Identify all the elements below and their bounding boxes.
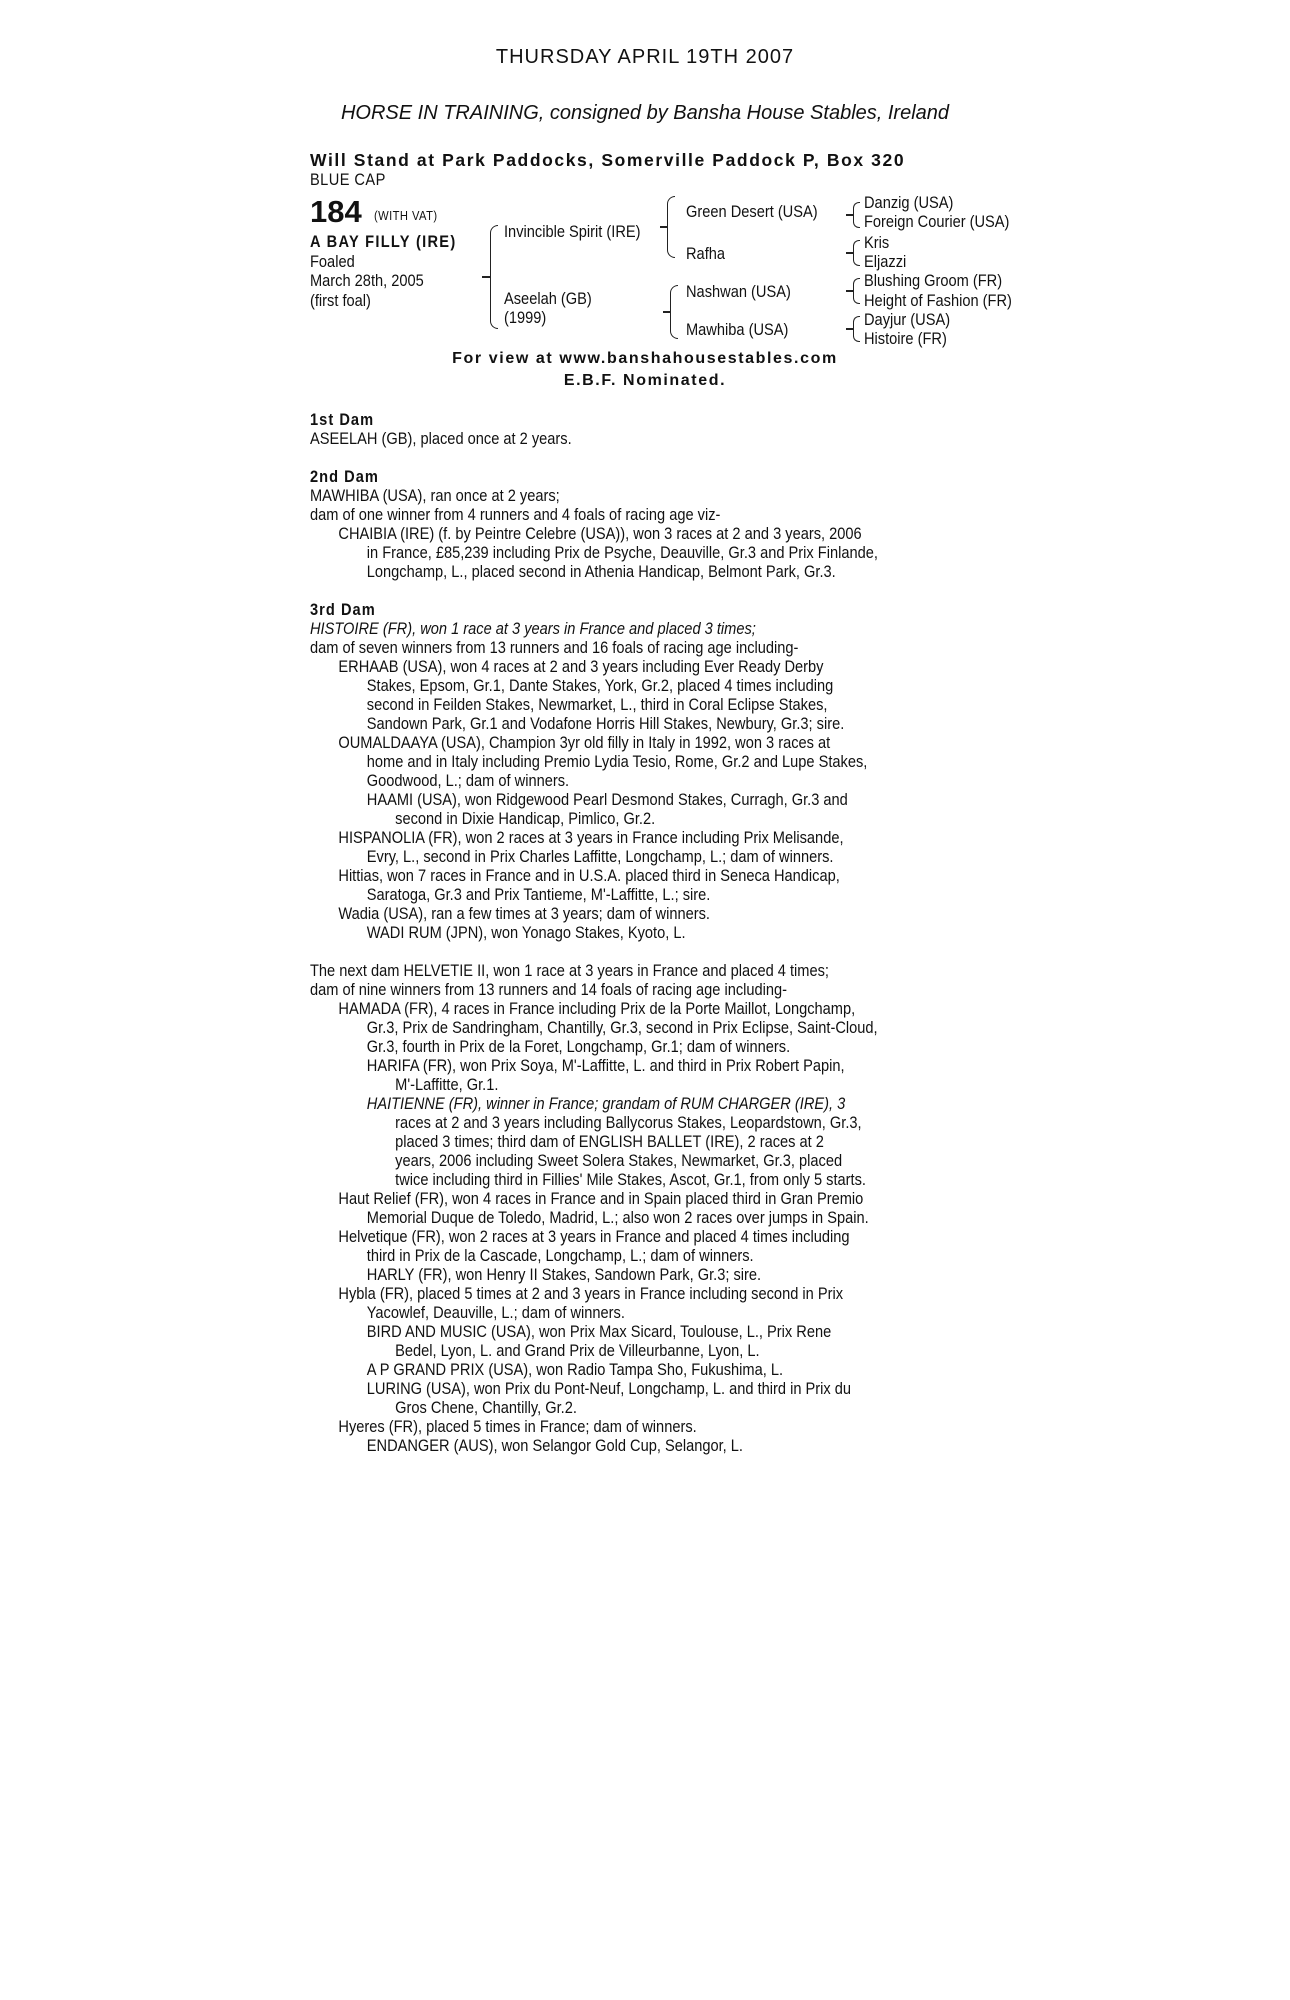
ggp-4: Eljazzi xyxy=(864,252,907,271)
produce-line: Wadia (USA), ran a few times at 3 years; dam of winners. xyxy=(338,904,710,923)
sale-date: THURSDAY APRIL 19TH 2007 xyxy=(495,46,795,68)
produce-line: races at 2 and 3 years including Ballycorus Stakes, Leopardstown, Gr.3, xyxy=(395,1113,862,1132)
second-dam-heading: 2nd Dam xyxy=(310,467,379,486)
third-dam-section xyxy=(310,600,1070,942)
stabling-location: Will Stand at Park Paddocks, Somerville Paddock P, Box 320 xyxy=(310,150,906,170)
pedigree-bracket-tick xyxy=(482,276,490,278)
produce-line: second in Feilden Stakes, Newmarket, L., third in Coral Eclipse Stakes, xyxy=(366,695,828,714)
ebf-nomination: E.B.F. Nominated. xyxy=(563,372,727,389)
produce-line: HAAMI (USA), won Ridgewood Pearl Desmond Stakes, Curragh, Gr.3 and xyxy=(366,790,848,809)
dam-dam: Mawhiba (USA) xyxy=(686,320,789,339)
produce-line: twice including third in Fillies' Mile Stakes, Ascot, Gr.1, from only 5 starts. xyxy=(395,1170,866,1189)
pedigree-bracket-tick xyxy=(846,290,853,292)
produce-line: Gros Chene, Chantilly, Gr.2. xyxy=(395,1398,577,1417)
first-dam-text: ASEELAH (GB), placed once at 2 years. xyxy=(310,429,572,448)
produce-line: Bedel, Lyon, L. and Grand Prix de Villeurbanne, Lyon, L. xyxy=(395,1341,760,1360)
produce-line: Memorial Duque de Toledo, Madrid, L.; also won 2 races over jumps in Spain. xyxy=(366,1208,869,1227)
produce-line: Gr.3, Prix de Sandringham, Chantilly, Gr.3, second in Prix Eclipse, Saint-Cloud, xyxy=(366,1018,878,1037)
produce-line: WADI RUM (JPN), won Yonago Stakes, Kyoto, L. xyxy=(366,923,686,942)
pedigree-bracket-gs4 xyxy=(853,316,860,342)
produce-summary: dam of nine winners from 13 runners and 14 foals of racing age including- xyxy=(310,980,788,999)
sire-sire: Green Desert (USA) xyxy=(686,202,818,221)
pedigree-bracket-dam xyxy=(670,285,678,339)
pedigree-bracket-gs2 xyxy=(853,240,860,266)
ggp-7: Dayjur (USA) xyxy=(864,310,951,329)
next-dam-section xyxy=(310,961,1070,1455)
produce-line: ENDANGER (AUS), won Selangor Gold Cup, Selangor, L. xyxy=(366,1436,743,1455)
pedigree-bracket-tick xyxy=(846,328,853,330)
produce-line: Saratoga, Gr.3 and Prix Tantieme, M'-Laffitte, L.; sire. xyxy=(366,885,711,904)
pedigree-bracket-tick xyxy=(663,311,670,313)
cap-colour: BLUE CAP xyxy=(310,170,386,189)
produce-line: Haut Relief (FR), won 4 races in France and in Spain placed third in Gran Premio xyxy=(338,1189,864,1208)
sire-dam: Rafha xyxy=(686,244,726,263)
produce-line: Stakes, Epsom, Gr.1, Dante Stakes, York, Gr.2, placed 4 times including xyxy=(366,676,834,695)
produce-line: Evry, L., second in Prix Charles Laffitte, Longchamp, L.; dam of winners. xyxy=(366,847,834,866)
produce-line: A P GRAND PRIX (USA), won Radio Tampa Sho, Fukushima, L. xyxy=(366,1360,784,1379)
dam-line: The next dam HELVETIE II, won 1 race at 3 years in France and placed 4 times; xyxy=(310,961,829,980)
ggp-3: Kris xyxy=(864,233,890,252)
foaled-label: Foaled xyxy=(310,252,355,271)
produce-line: second in Dixie Handicap, Pimlico, Gr.2. xyxy=(395,809,656,828)
consignment-line: HORSE IN TRAINING, consigned by Bansha House Stables, Ireland xyxy=(340,102,950,124)
produce-summary: dam of seven winners from 13 runners and 16 foals of racing age including- xyxy=(310,638,799,657)
pedigree-bracket-gs3 xyxy=(853,278,860,304)
produce-line: home and in Italy including Premio Lydia Tesio, Rome, Gr.2 and Lupe Stakes, xyxy=(366,752,868,771)
foaled-date: March 28th, 2005 xyxy=(310,271,424,290)
dam-line: HISTOIRE (FR), won 1 race at 3 years in France and placed 3 times; xyxy=(310,619,756,638)
ggp-6: Height of Fashion (FR) xyxy=(864,291,1012,310)
pedigree-bracket-tick xyxy=(846,214,853,216)
view-website: For view at www.banshahousestables.com xyxy=(452,350,838,367)
produce-line: years, 2006 including Sweet Solera Stakes, Newmarket, Gr.3, placed xyxy=(395,1151,843,1170)
dam-name: Aseelah (GB) xyxy=(504,289,592,308)
produce-line: placed 3 times; third dam of ENGLISH BALLET (IRE), 2 races at 2 xyxy=(395,1132,824,1151)
foal-note: (first foal) xyxy=(310,291,371,310)
horse-description: A BAY FILLY (IRE) xyxy=(310,232,457,251)
produce-line: HARIFA (FR), won Prix Soya, M'-Laffitte, L. and third in Prix Robert Papin, xyxy=(366,1056,845,1075)
produce-line: BIRD AND MUSIC (USA), won Prix Max Sicard, Toulouse, L., Prix Rene xyxy=(366,1322,832,1341)
pedigree-bracket-foal xyxy=(490,225,498,329)
produce-line: ERHAAB (USA), won 4 races at 2 and 3 years including Ever Ready Derby xyxy=(338,657,824,676)
pedigree-bracket-gs1 xyxy=(853,202,860,228)
produce-line: Helvetique (FR), won 2 races at 3 years in France and placed 4 times including xyxy=(338,1227,850,1246)
produce-line: HAMADA (FR), 4 races in France including Prix de la Porte Maillot, Longchamp, xyxy=(338,999,856,1018)
pedigree-bracket-tick xyxy=(660,226,667,228)
produce-line: Hybla (FR), placed 5 times at 2 and 3 years in France including second in Prix xyxy=(338,1284,844,1303)
produce-line: third in Prix de la Cascade, Longchamp, L.; dam of winners. xyxy=(366,1246,754,1265)
dam-line: MAWHIBA (USA), ran once at 2 years; xyxy=(310,486,560,505)
dam-sire: Nashwan (USA) xyxy=(686,282,791,301)
produce-line: Sandown Park, Gr.1 and Vodafone Horris Hill Stakes, Newbury, Gr.3; sire. xyxy=(366,714,845,733)
ggp-1: Danzig (USA) xyxy=(864,193,954,212)
ggp-5: Blushing Groom (FR) xyxy=(864,271,1003,290)
produce-line: Goodwood, L.; dam of winners. xyxy=(366,771,570,790)
ggp-8: Histoire (FR) xyxy=(864,329,947,348)
produce-line: Hittias, won 7 races in France and in U.S.A. placed third in Seneca Handicap, xyxy=(338,866,840,885)
produce-summary: dam of one winner from 4 runners and 4 foals of racing age viz- xyxy=(310,505,721,524)
produce-line: Yacowlef, Deauville, L.; dam of winners. xyxy=(366,1303,625,1322)
pedigree-bracket-sire xyxy=(667,196,675,258)
sire-name: Invincible Spirit (IRE) xyxy=(504,222,641,241)
pedigree-bracket-tick xyxy=(846,252,853,254)
ggp-2: Foreign Courier (USA) xyxy=(864,212,1010,231)
lot-number: 184 xyxy=(310,194,362,229)
produce-line: LURING (USA), won Prix du Pont-Neuf, Longchamp, L. and third in Prix du xyxy=(366,1379,852,1398)
produce-line: M'-Laffitte, Gr.1. xyxy=(395,1075,499,1094)
second-dam-section xyxy=(310,467,1070,581)
produce-line: Gr.3, fourth in Prix de la Foret, Longchamp, Gr.1; dam of winners. xyxy=(366,1037,791,1056)
dam-year: (1999) xyxy=(504,308,547,327)
third-dam-heading: 3rd Dam xyxy=(310,600,376,619)
first-dam-heading: 1st Dam xyxy=(310,410,375,429)
produce-line: Hyeres (FR), placed 5 times in France; dam of winners. xyxy=(338,1417,697,1436)
produce-line: OUMALDAAYA (USA), Champion 3yr old filly in Italy in 1992, won 3 races at xyxy=(338,733,831,752)
produce-line: HARLY (FR), won Henry II Stakes, Sandown Park, Gr.3; sire. xyxy=(366,1265,762,1284)
produce-line: HISPANOLIA (FR), won 2 races at 3 years in France including Prix Melisande, xyxy=(338,828,844,847)
produce-line: in France, £85,239 including Prix de Psyche, Deauville, Gr.3 and Prix Finlande, xyxy=(366,543,878,562)
produce-line: HAITIENNE (FR), winner in France; grandam of RUM CHARGER (IRE), 3 xyxy=(366,1094,846,1113)
produce-line: CHAIBIA (IRE) (f. by Peintre Celebre (USA)), won 3 races at 2 and 3 years, 2006 xyxy=(338,524,862,543)
vat-note: (WITH VAT) xyxy=(374,208,438,223)
produce-line: Longchamp, L., placed second in Athenia Handicap, Belmont Park, Gr.3. xyxy=(366,562,836,581)
first-dam-section xyxy=(310,410,1070,448)
